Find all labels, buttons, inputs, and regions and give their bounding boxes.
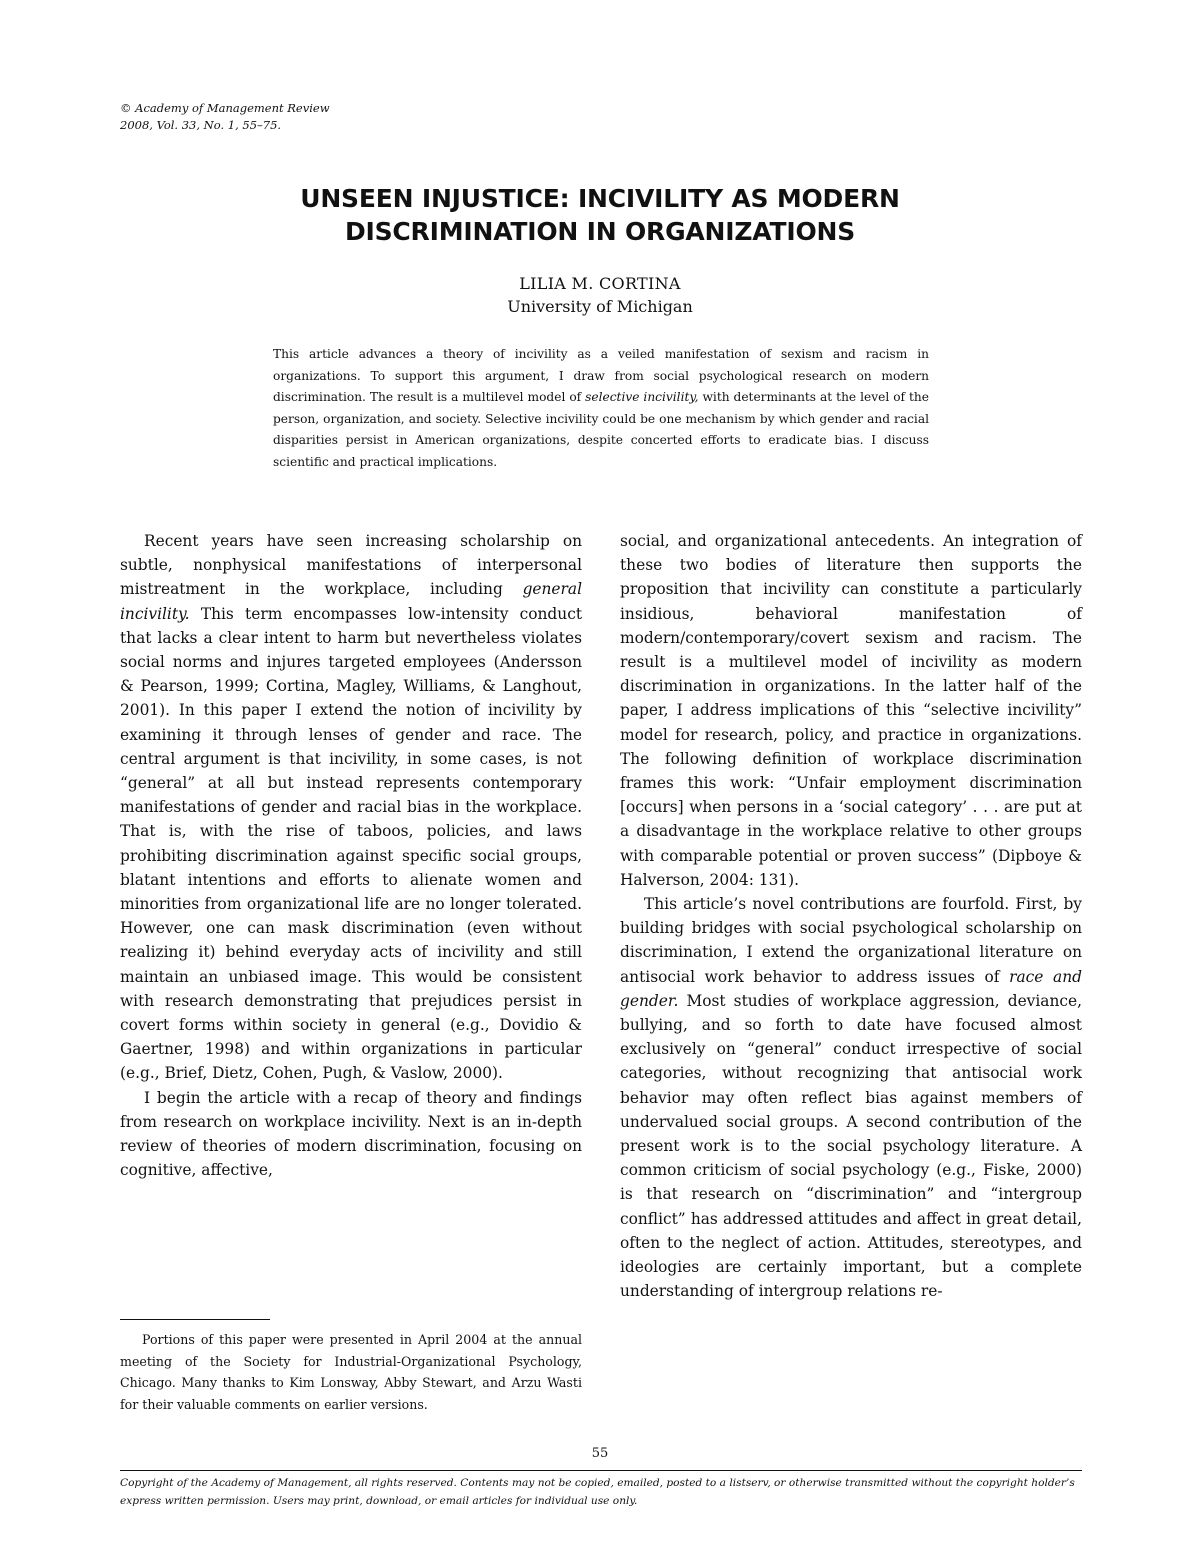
journal-name-line	[120, 100, 330, 117]
abstract-text-2: with determinants at the level of the person, organization, and society. Selective incivility could be one mechanism by which gender and racial disparities persist in American organizations, despite concerted efforts to eradicate bias. I discuss scientific and practical implications.	[273, 390, 929, 469]
author-block	[120, 272, 1080, 318]
left-p1-text-a: Recent years have seen increasing scholarship on subtle, nonphysical manifestations of interpersonal mistreatment in the workplace, including	[120, 532, 582, 599]
copyright-notice: Copyright of the Academy of Management, all rights reserved. Contents may not be copied, emailed, posted to a listserv, or otherwise transmitted without the copyright holder’s express written permission. Users may print, download, or email articles for individual use only.	[120, 1477, 1075, 1507]
left-column	[120, 529, 582, 1182]
abstract	[273, 344, 929, 473]
abstract-text-1: This article advances a theory of incivility as a veiled manifestation of sexism and racism in organizations. To support this argument, I draw from social psychological research on modern discrimination. The result is a multilevel model of	[273, 347, 929, 404]
title-line-1: UNSEEN INJUSTICE: INCIVILITY AS MODERN	[300, 184, 900, 213]
right-paragraph-2	[620, 892, 1082, 1303]
right-paragraph-1: social, and organizational antecedents. An integration of these two bodies of literature then supports the proposition that incivility can constitute a particularly insidious, behavioral manifestation of modern/contemporary/covert sexism and racism. The result is a multilevel model of incivility as modern discrimination in organizations. In the latter half of the paper, I address implications of this “selective incivility” model for research, policy, and practice in organizations. The following definition of workplace discrimination frames this work: “Unfair employment discrimination [occurs] when persons in a ‘social category’ . . . are put at a disadvantage in the workplace relative to other groups with comparable potential or proven success” (Dipboye & Halverson, 2004: 131).	[620, 532, 1082, 889]
author-affiliation: University of Michigan	[507, 297, 693, 316]
right-p2-text-a: This article’s novel contributions are fourfold. First, by building bridges with social psychological scholarship on discrimination, I extend the organizational literature on antisocial work behavior to address issues of	[620, 895, 1082, 986]
journal-volume: 2008, Vol. 33, No. 1, 55–75.	[120, 118, 282, 132]
journal-citation	[120, 100, 330, 134]
page-number: 55	[591, 1446, 609, 1461]
right-column	[620, 529, 1082, 1304]
left-p1-italic: general incivility.	[120, 580, 582, 623]
left-paragraph-2: I begin the article with a recap of theory and findings from research on workplace incivility. Next is an in-depth review of theories of modern discrimination, focusing on cognitive, affective,	[120, 1088, 582, 1180]
footnote-divider	[120, 1319, 270, 1320]
abstract-italic-term: selective incivility,	[585, 390, 699, 404]
article-title	[120, 182, 1080, 248]
copyright-divider	[120, 1470, 1082, 1471]
author-name: LILIA M. CORTINA	[519, 274, 681, 293]
left-p1-text-b: This term encompasses low-intensity conduct that lacks a clear intent to harm but nevertheless violates social norms and injures targeted employees (Andersson & Pearson, 1999; Cortina, Magley, Williams, & Langhout, 2001). In this paper I extend the notion of incivility by examining it through lenses of gender and race. The central argument is that incivility, in some cases, is not “general” at all but instead represents contemporary manifestations of gender and racial bias in the workplace. That is, with the rise of taboos, policies, and laws prohibiting discrimination against specific social groups, blatant intentions and efforts to alienate women and minorities from organizational life are no longer tolerated. However, one can mask discrimination (even without realizing it) behind everyday acts of incivility and still maintain an unbiased image. This would be consistent with research demonstrating that prejudices persist in covert forms within society in general (e.g., Dovidio & Gaertner, 1998) and within organizations in particular (e.g., Brief, Dietz, Cohen, Pugh, & Vaslow, 2000).	[120, 604, 582, 1083]
copyright-symbol: ©	[120, 101, 132, 115]
left-paragraph-1	[120, 529, 582, 1086]
right-p2-text-b: Most studies of workplace aggression, deviance, bullying, and so forth to date have focused almost exclusively on “general” conduct irrespective of social categories, without recognizing that antisocial work behavior may often reflect bias against members of undervalued social groups. A second contribution of the present work is to the social psychology literature. A common criticism of social psychology (e.g., Fiske, 2000) is that research on “discrimination” and “intergroup conflict” has addressed attitudes and affect in great detail, often to the neglect of action. Attitudes, stereotypes, and ideologies are certainly important, but a complete understanding of intergroup relations re-	[620, 991, 1082, 1301]
journal-name: Academy of Management Review	[135, 101, 330, 115]
title-line-2: DISCRIMINATION IN ORGANIZATIONS	[344, 217, 856, 246]
footnote: Portions of this paper were presented in April 2004 at the annual meeting of the Society for Industrial-Organizational Psychology, Chicago. Many thanks to Kim Lonsway, Abby Stewart, and Arzu Wasti for their valuable comments on earlier versions.	[120, 1332, 582, 1412]
right-p2-italic: race and gender.	[620, 967, 1082, 1010]
